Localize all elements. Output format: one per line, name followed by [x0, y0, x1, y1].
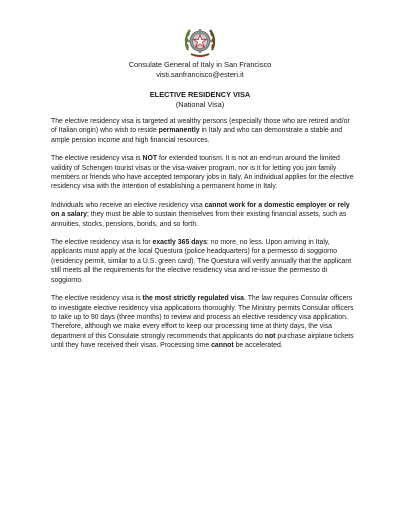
document-title: ELECTIVE RESIDENCY VISA [149, 90, 251, 99]
body-paragraph [51, 294, 357, 350]
body-paragraph [51, 117, 357, 145]
emphasis-text: cannot [211, 342, 234, 350]
document-body [51, 117, 357, 360]
office-name: Consulate General of Italy in San Francisco [128, 60, 272, 69]
italian-republic-emblem-icon [183, 24, 217, 60]
paragraph-text: in Italy and who can demonstrate a stable and ample pension income and high financial resources. [51, 127, 343, 144]
paragraph-text: Individuals who receive an elective residency visa [51, 201, 205, 209]
body-paragraph [51, 201, 357, 229]
paragraph-text: The elective residency visa is targeted at wealthy persons (especially those who are retired and/or of Italian origin) who wish to reside [51, 118, 350, 135]
paragraph-text: The elective residency visa is [51, 155, 143, 163]
paragraph-text: for extended tourism. It is not an end-run around the limited validity of Schengen tourist visas or the visa-waiver program, nor is it for letting you join family members or friends who have accepted temporary jobs in Italy. An individual applies for the elective residency visa with the intention of establishing a permanent home in Italy. [51, 155, 354, 191]
document-title-block [0, 90, 400, 110]
paragraph-text: . The law requires Consular officers to investigate elective residency visa applications thoroughly. The Ministry permits Consular officers to take up to 90 days (three months) to review and process an elective residency visa application. Therefore, although we make every effort to keep our processing time at thirty days, the visa department of this Consulate strongly recommends that applicants do [51, 295, 354, 340]
document-subtitle: (National Visa) [175, 100, 225, 109]
body-paragraph [51, 238, 357, 285]
paragraph-text: The elective residency visa is for [51, 239, 153, 247]
paragraph-text: ; they must be able to sustain themselves from their existing financial assets, such as annuities, stocks, pensions, bonds, and so forth. [51, 211, 347, 228]
paragraph-text: be accelerated. [233, 342, 283, 350]
emphasis-text: not [264, 332, 276, 340]
emphasis-text: cannot work for a domestic employer or rely on a salary [51, 201, 350, 219]
emphasis-text: exactly 365 days [152, 239, 207, 247]
paragraph-text: The elective residency visa is [51, 295, 143, 303]
paragraph-text: purchase airplane tickets until they have received their visas. Processing time [51, 332, 354, 350]
emphasis-text: permanently [158, 127, 200, 135]
paragraph-text: : no more, no less. Upon arriving in Italy, applicants must apply at the local Questura (police headquarters) for a permesso di soggiorno (residency permit, similar to a U.S. green card). The Questura will verify annually that the applicant still meets all the requirements for the elective residency visa and re-issue the permesso di soggiorno. [51, 239, 352, 284]
consulate-header [0, 60, 400, 80]
emphasis-text: NOT [142, 155, 158, 163]
emphasis-text: the most strictly regulated visa [142, 295, 245, 303]
body-paragraph [51, 154, 357, 192]
office-email: visti.sanfrancisco@esteri.it [156, 70, 244, 79]
